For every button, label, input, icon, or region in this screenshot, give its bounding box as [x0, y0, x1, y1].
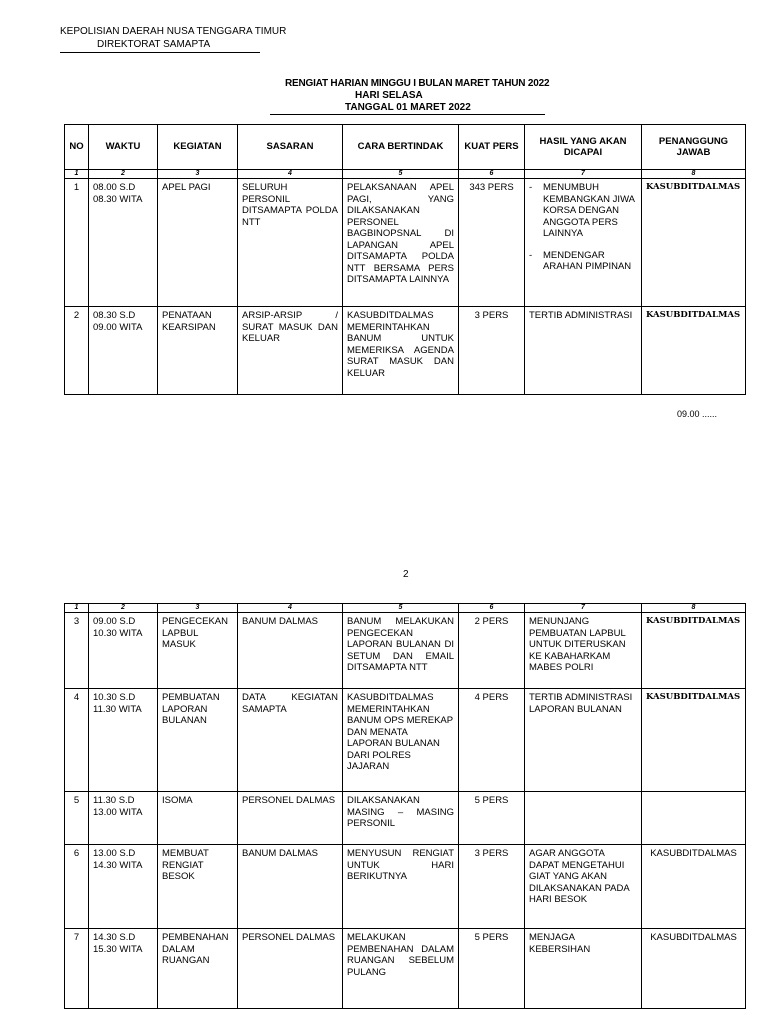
org-name: KEPOLISIAN DAERAH NUSA TENGGARA TIMUR — [60, 26, 287, 37]
cell-no: 5 — [65, 792, 89, 845]
cell-kegiatan: ISOMA — [158, 792, 238, 845]
cell-kegiatan: APEL PAGI — [158, 179, 238, 307]
doc-date: TANGGAL 01 MARET 2022 — [345, 102, 471, 113]
col-number: 1 — [65, 170, 89, 179]
schedule-table-page1 — [64, 124, 746, 395]
col-header-hasil: HASIL YANG AKAN DICAPAI — [525, 125, 642, 170]
cell-cara: PELAKSANAAN APEL PAGI, YANG DILAKSANAKAN PERSONEL BAGBINOPSNAL DI LAPANGAN APEL DITSAMAPTA POLDA NTT BERSAMA PERS DITSAMAPTA LAINNYA — [343, 179, 459, 307]
cell-kegiatan: PEMBUATAN LAPORAN BULANAN — [158, 689, 238, 792]
cell-waktu: 10.30 S.D 11.30 WITA — [89, 689, 158, 792]
cell-hasil: TERTIB ADMINISTRASI — [525, 307, 642, 395]
col-number: 6 — [459, 170, 525, 179]
schedule-table-page2 — [64, 603, 746, 1009]
cell-cara: KASUBDITDALMAS MEMERINTAHKAN BANUM UNTUK MEMERIKSA AGENDA SURAT MASUK DAN KELUAR — [343, 307, 459, 395]
col-number: 1 — [65, 604, 89, 613]
cell-kuat: 3 PERS — [459, 307, 525, 395]
cell-waktu: 11.30 S.D 13.00 WITA — [89, 792, 158, 845]
cell-waktu: 08.00 S.D 08.30 WITA — [89, 179, 158, 307]
col-number: 8 — [642, 604, 746, 613]
cell-kegiatan: PEMBENAHAN DALAM RUANGAN — [158, 929, 238, 1009]
doc-day: HARI SELASA — [355, 90, 423, 101]
cell-kegiatan: MEMBUAT RENGIAT BESOK — [158, 845, 238, 929]
cell-sasaran: SELURUH PERSONIL DITSAMAPTA POLDA NTT — [238, 179, 343, 307]
col-number: 3 — [158, 604, 238, 613]
cell-kuat: 2 PERS — [459, 613, 525, 689]
cell-no: 3 — [65, 613, 89, 689]
col-number: 4 — [238, 170, 343, 179]
cell-cara: KASUBDITDALMAS MEMERINTAHKAN BANUM OPS MEREKAP DAN MENATA LAPORAN BULANAN DARI POLRES JAJARAN — [343, 689, 459, 792]
header-row — [65, 125, 746, 170]
cell-pj: KASUBDITDALMAS — [642, 613, 746, 689]
cell-hasil: MENUNJANG PEMBUATAN LAPBUL UNTUK DITERUSKAN KE KABAHARKAM MABES POLRI — [525, 613, 642, 689]
cell-hasil — [525, 792, 642, 845]
page-number: 2 — [403, 569, 409, 580]
cell-pj: KASUBDITDALMAS — [642, 845, 746, 929]
cell-pj: KASUBDITDALMAS — [642, 689, 746, 792]
cell-hasil — [525, 179, 642, 307]
doc-title: RENGIAT HARIAN MINGGU I BULAN MARET TAHUN 2022 — [285, 78, 550, 89]
col-header-kuat: KUAT PERS — [459, 125, 525, 170]
col-number: 7 — [525, 170, 642, 179]
col-number: 5 — [343, 604, 459, 613]
table-row — [65, 792, 746, 845]
cell-waktu: 14.30 S.D 15.30 WITA — [89, 929, 158, 1009]
cell-no: 6 — [65, 845, 89, 929]
hasil-item: - MENDENGAR ARAHAN PIMPINAN — [543, 250, 637, 273]
table-row — [65, 929, 746, 1009]
column-number-row — [65, 170, 746, 179]
cell-kegiatan: PENATAAN KEARSIPAN — [158, 307, 238, 395]
cell-waktu: 09.00 S.D 10.30 WITA — [89, 613, 158, 689]
table-row — [65, 179, 746, 307]
cell-sasaran: PERSONEL DALMAS — [238, 792, 343, 845]
cell-sasaran: ARSIP-ARSIP / SURAT MASUK DAN KELUAR — [238, 307, 343, 395]
cell-hasil: AGAR ANGGOTA DAPAT MENGETAHUI GIAT YANG AKAN DILAKSANAKAN PADA HARI BESOK — [525, 845, 642, 929]
cell-sasaran: BANUM DALMAS — [238, 845, 343, 929]
col-header-waktu: WAKTU — [89, 125, 158, 170]
col-header-cara: CARA BERTINDAK — [343, 125, 459, 170]
col-number: 4 — [238, 604, 343, 613]
col-number: 8 — [642, 170, 746, 179]
cell-kuat: 5 PERS — [459, 929, 525, 1009]
table-row — [65, 613, 746, 689]
cell-cara: MENYUSUN RENGIAT UNTUK HARI BERIKUTNYA — [343, 845, 459, 929]
cell-no: 7 — [65, 929, 89, 1009]
table-row — [65, 307, 746, 395]
col-number: 2 — [89, 170, 158, 179]
cell-pj: KASUBDITDALMAS — [642, 929, 746, 1009]
cell-sasaran: DATA KEGIATAN SAMAPTA — [238, 689, 343, 792]
col-header-pj: PENANGGUNG JAWAB — [642, 125, 746, 170]
column-number-row — [65, 604, 746, 613]
directorate-name: DIREKTORAT SAMAPTA — [97, 39, 211, 50]
cell-sasaran: BANUM DALMAS — [238, 613, 343, 689]
cell-no: 4 — [65, 689, 89, 792]
table-row — [65, 845, 746, 929]
col-number: 6 — [459, 604, 525, 613]
cell-sasaran: PERSONEL DALMAS — [238, 929, 343, 1009]
table-row — [65, 689, 746, 792]
cell-kegiatan: PENGECEKAN LAPBUL MASUK — [158, 613, 238, 689]
col-header-no: NO — [65, 125, 89, 170]
cell-cara: DILAKSANAKAN MASING – MASING PERSONIL — [343, 792, 459, 845]
col-number: 7 — [525, 604, 642, 613]
cell-hasil: TERTIB ADMINISTRASI LAPORAN BULANAN — [525, 689, 642, 792]
title-underline — [270, 114, 545, 115]
col-number: 3 — [158, 170, 238, 179]
cell-kuat: 3 PERS — [459, 845, 525, 929]
col-number: 2 — [89, 604, 158, 613]
cell-kuat: 343 PERS — [459, 179, 525, 307]
cell-no: 2 — [65, 307, 89, 395]
cell-waktu: 08.30 S.D 09.00 WITA — [89, 307, 158, 395]
cell-pj: KASUBDITDALMAS — [642, 179, 746, 307]
cell-kuat: 5 PERS — [459, 792, 525, 845]
col-header-sasaran: SASARAN — [238, 125, 343, 170]
cell-pj — [642, 792, 746, 845]
header-underline — [60, 52, 260, 53]
cell-kuat: 4 PERS — [459, 689, 525, 792]
cell-pj: KASUBDITDALMAS — [642, 307, 746, 395]
hasil-item: - MENUMBUH KEMBANGKAN JIWA KORSA DENGAN ANGGOTA PERS LAINNYA — [543, 182, 637, 240]
col-number: 5 — [343, 170, 459, 179]
col-header-kegiatan: KEGIATAN — [158, 125, 238, 170]
continuation-marker: 09.00 ...... — [677, 409, 718, 419]
cell-no: 1 — [65, 179, 89, 307]
cell-cara: BANUM MELAKUKAN PENGECEKAN LAPORAN BULANAN DI SETUM DAN EMAIL DITSAMAPTA NTT — [343, 613, 459, 689]
cell-waktu: 13.00 S.D 14.30 WITA — [89, 845, 158, 929]
hasil-list — [529, 182, 637, 273]
cell-cara: MELAKUKAN PEMBENAHAN DALAM RUANGAN SEBELUM PULANG — [343, 929, 459, 1009]
cell-hasil: MENJAGA KEBERSIHAN — [525, 929, 642, 1009]
